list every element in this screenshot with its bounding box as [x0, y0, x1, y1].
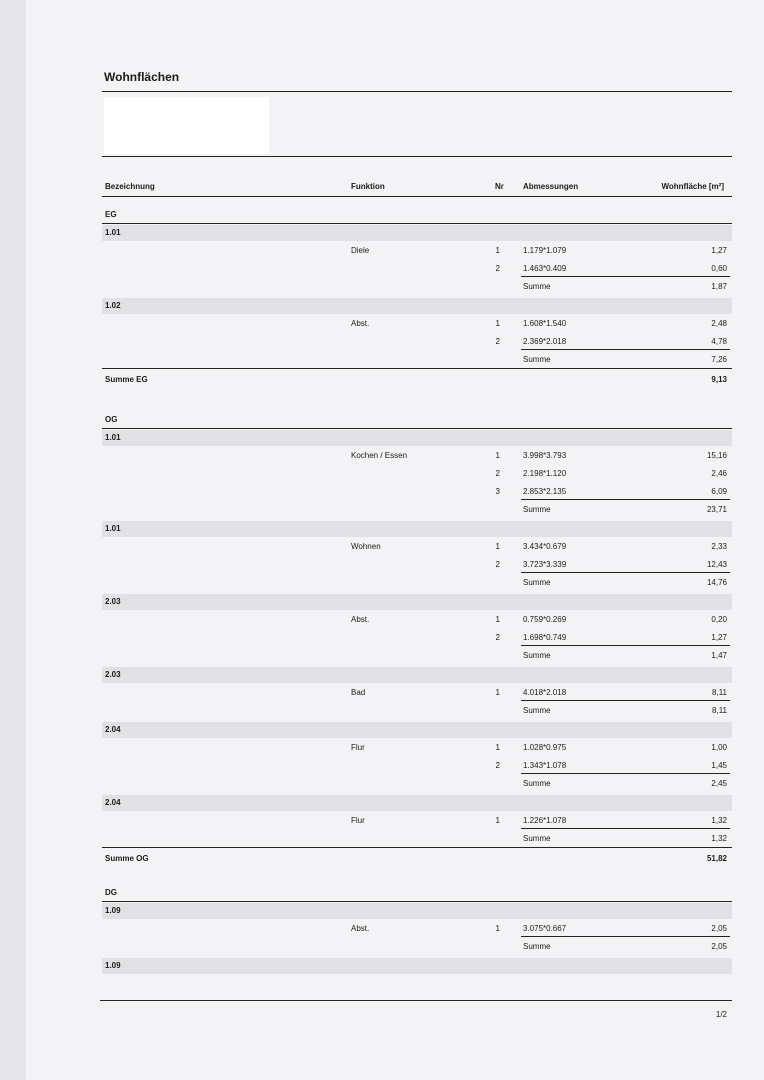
item-dimensions: 1.028*0.975	[523, 743, 567, 752]
sum-rule	[521, 572, 730, 573]
item-dimensions: 2.198*1.120	[523, 469, 567, 478]
item-dimensions: 1.463*0.409	[523, 264, 567, 273]
table-row	[0, 447, 764, 465]
room-sum-value: 1,87	[711, 282, 727, 291]
table-row	[0, 315, 764, 333]
room-function: Flur	[351, 816, 365, 825]
item-area: 8,11	[712, 688, 727, 697]
section-name: DG	[105, 888, 117, 897]
item-dimensions: 1.343*1.078	[523, 761, 567, 770]
room-function: Kochen / Essen	[351, 451, 408, 460]
item-area: 2,05	[711, 924, 727, 933]
room-band	[102, 594, 732, 610]
item-area: 1,45	[711, 761, 727, 770]
item-area: 1,00	[711, 743, 727, 752]
room-sum-value: 1,32	[711, 834, 727, 843]
column-header-bezeichnung: Bezeichnung	[105, 182, 155, 191]
item-area: 2,46	[711, 469, 727, 478]
room-band	[102, 298, 732, 314]
room-band	[102, 667, 732, 683]
room-band	[102, 722, 732, 738]
room-sum-value: 2,05	[711, 942, 727, 951]
room-label: 2.04	[105, 798, 121, 807]
item-area: 2,33	[711, 542, 727, 551]
item-area: 1,27	[711, 633, 727, 642]
item-area: 0,20	[711, 615, 727, 624]
item-dimensions: 4.018*2.018	[523, 688, 567, 697]
item-nr: 2	[495, 337, 500, 346]
room-label: 1.01	[105, 524, 121, 533]
room-function: Diele	[351, 246, 370, 255]
room-sum-row	[0, 351, 764, 369]
room-band	[102, 225, 732, 241]
sum-rule	[521, 828, 730, 829]
sum-rule	[521, 499, 730, 500]
section-total-row	[0, 850, 764, 868]
section-rule	[102, 223, 732, 224]
room-function: Bad	[351, 688, 366, 697]
item-dimensions: 1.226*1.078	[523, 816, 567, 825]
table-row	[0, 538, 764, 556]
room-label: 2.03	[105, 670, 121, 679]
item-area: 1,32	[711, 816, 727, 825]
room-band	[102, 958, 732, 974]
item-dimensions: 1.608*1.540	[523, 319, 567, 328]
item-dimensions: 3.998*3.793	[523, 451, 567, 460]
room-label: 2.04	[105, 725, 121, 734]
room-sum-value: 1,47	[711, 651, 727, 660]
column-header-abmessungen: Abmessungen	[523, 182, 579, 191]
item-nr: 1	[495, 615, 500, 624]
header-rule	[102, 196, 732, 197]
item-nr: 2	[495, 264, 500, 273]
section-name: OG	[105, 415, 118, 424]
item-nr: 1	[495, 924, 500, 933]
room-function: Wohnen	[351, 542, 381, 551]
column-header-nr: Nr	[495, 182, 504, 191]
table-row	[0, 242, 764, 260]
room-sum-label: Summe	[523, 706, 551, 715]
room-function: Abst.	[351, 924, 370, 933]
page-number: 1/2	[715, 1010, 727, 1019]
section-total-rule	[102, 368, 732, 369]
item-area: 6,09	[711, 487, 727, 496]
room-band	[102, 521, 732, 537]
section-total-label: Summe EG	[105, 375, 148, 384]
item-area: 4,78	[711, 337, 727, 346]
room-sum-label: Summe	[523, 355, 551, 364]
title-rule	[102, 91, 732, 92]
room-band	[102, 430, 732, 446]
room-label: 1.02	[105, 301, 121, 310]
footer-rule	[100, 1000, 732, 1001]
room-label: 2.03	[105, 597, 121, 606]
sum-rule	[521, 276, 730, 277]
room-sum-value: 8,11	[712, 706, 727, 715]
item-dimensions: 2.369*2.018	[523, 337, 567, 346]
item-area: 0,60	[711, 264, 727, 273]
section-header	[0, 884, 764, 902]
item-nr: 3	[495, 487, 500, 496]
room-sum-value: 2,45	[711, 779, 727, 788]
room-sum-row	[0, 278, 764, 296]
item-area: 1,27	[711, 246, 727, 255]
room-sum-row	[0, 775, 764, 793]
section-rule	[102, 901, 732, 902]
sum-rule	[521, 936, 730, 937]
table-row	[0, 739, 764, 757]
item-nr: 2	[495, 761, 500, 770]
column-header-funktion: Funktion	[351, 182, 385, 191]
room-sum-row	[0, 647, 764, 665]
room-sum-label: Summe	[523, 578, 551, 587]
item-nr: 1	[495, 542, 500, 551]
room-function: Abst.	[351, 319, 370, 328]
room-function: Flur	[351, 743, 365, 752]
room-band	[102, 795, 732, 811]
room-band	[102, 903, 732, 919]
room-label: 1.01	[105, 228, 121, 237]
item-nr: 1	[495, 743, 500, 752]
room-label: 1.01	[105, 433, 121, 442]
room-sum-row	[0, 702, 764, 720]
section-rule	[102, 428, 732, 429]
section-total-row	[0, 371, 764, 389]
item-dimensions: 3.075*0.667	[523, 924, 567, 933]
item-nr: 2	[495, 560, 500, 569]
room-sum-row	[0, 830, 764, 848]
item-nr: 1	[495, 319, 500, 328]
item-dimensions: 3.723*3.339	[523, 560, 567, 569]
room-sum-label: Summe	[523, 282, 551, 291]
room-function: Abst.	[351, 615, 370, 624]
room-sum-value: 14,76	[706, 578, 727, 587]
item-area: 15,16	[706, 451, 727, 460]
item-nr: 2	[495, 633, 500, 642]
item-area: 2,48	[711, 319, 727, 328]
item-nr: 1	[495, 816, 500, 825]
room-sum-row	[0, 574, 764, 592]
table-row	[0, 465, 764, 483]
item-nr: 2	[495, 469, 500, 478]
room-sum-label: Summe	[523, 834, 551, 843]
item-nr: 1	[495, 688, 500, 697]
item-dimensions: 3.434*0.679	[523, 542, 567, 551]
room-sum-label: Summe	[523, 779, 551, 788]
room-sum-label: Summe	[523, 651, 551, 660]
item-dimensions: 2.853*2.135	[523, 487, 567, 496]
section-total-value: 9,13	[711, 375, 727, 384]
room-sum-value: 23,71	[706, 505, 727, 514]
sum-rule	[521, 349, 730, 350]
room-label: 1.09	[105, 906, 121, 915]
section-total-rule	[102, 847, 732, 848]
item-dimensions: 0.759*0.269	[523, 615, 567, 624]
sum-rule	[521, 700, 730, 701]
column-header-wohnflaeche: Wohnfläche [m²]	[661, 182, 724, 191]
table-row	[0, 611, 764, 629]
item-dimensions: 1.698*0.749	[523, 633, 567, 642]
room-sum-label: Summe	[523, 942, 551, 951]
section-total-value: 51,82	[706, 854, 727, 863]
room-sum-value: 7,26	[711, 355, 727, 364]
room-sum-row	[0, 938, 764, 956]
section-header	[0, 206, 764, 224]
address-rule	[102, 156, 732, 157]
sum-rule	[521, 645, 730, 646]
item-dimensions: 1.179*1.079	[523, 246, 567, 255]
room-sum-row	[0, 501, 764, 519]
item-nr: 1	[495, 246, 500, 255]
sum-rule	[521, 773, 730, 774]
redacted-address-block	[104, 97, 269, 154]
section-header	[0, 411, 764, 429]
page-title: Wohnflächen	[104, 70, 180, 84]
section-total-label: Summe OG	[105, 854, 149, 863]
room-label: 1.09	[105, 961, 121, 970]
item-nr: 1	[495, 451, 500, 460]
room-sum-label: Summe	[523, 505, 551, 514]
section-name: EG	[105, 210, 117, 219]
item-area: 12,43	[706, 560, 727, 569]
